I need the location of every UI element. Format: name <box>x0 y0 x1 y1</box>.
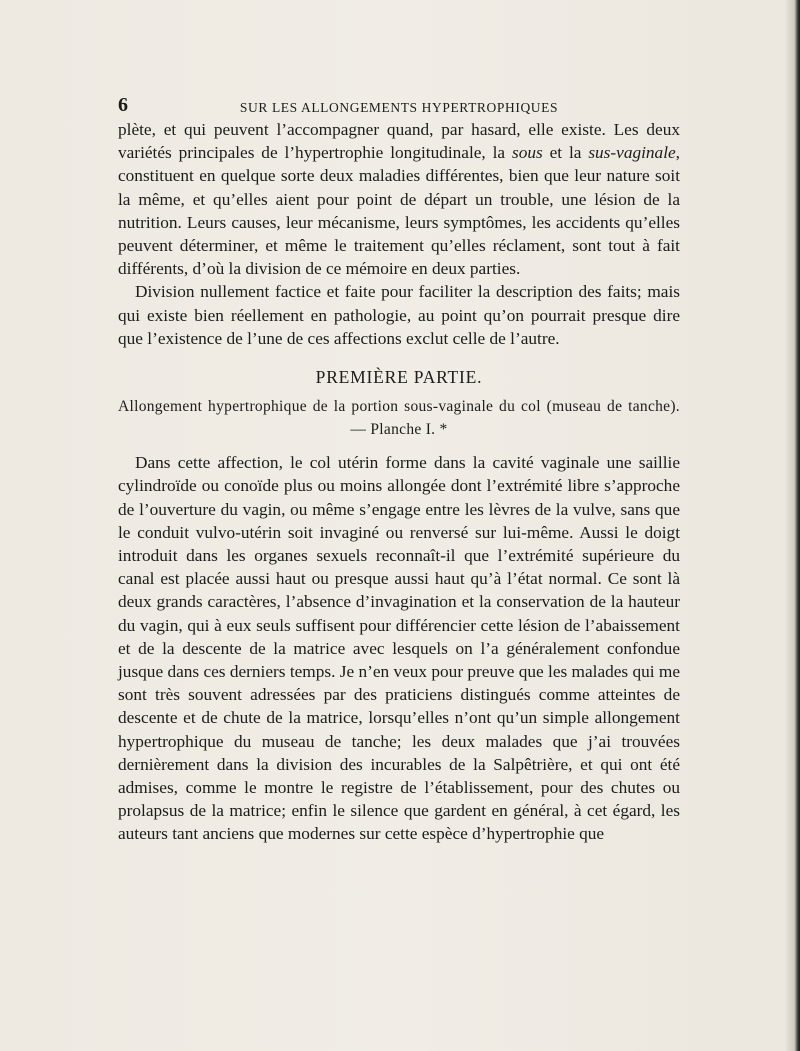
paragraph-1-text-c: , constituent en quelque sorte deux maladies différentes, bien que leur nature soit la même, et qu’elles aient pour point de départ un trouble, une lésion de la nutrition. Leurs causes, leur mécanisme, leurs symptômes, les accidents qu’elles peuvent déterminer, et même le traitement qu’elles réclament, sont tout à fait différents, d’où la division de ce mémoire en deux parties. <box>118 143 680 279</box>
section-title: PREMIÈRE PARTIE. <box>315 367 483 388</box>
emphasis-sus-vaginale: sus-vaginale <box>588 143 676 163</box>
paragraph-1-text-b: et la <box>542 143 589 163</box>
section-subtitle: Allongement hypertrophique de la portion sous-vaginale du col (museau de tanche). — Planche I. * <box>118 398 680 439</box>
page-number: 6 <box>118 94 128 116</box>
running-title: SUR LES ALLONGEMENTS HYPERTROPHIQUES <box>239 100 559 115</box>
emphasis-sous: sous <box>511 143 543 163</box>
paragraph-2: Division nullement factice et faite pour faciliter la description des faits; mais qui existe bien réellement en pathologie, au point qu’on pourrait presque dire que l’existence de l’une de ces affections exclut celle de l’autre. <box>118 282 680 348</box>
page-edge-shadow <box>786 0 800 1051</box>
paragraph-1-text-a: plète, et qui peuvent l’accompagner quand, par hasard, elle existe. Les deux variétés principales de l’hypertrophie longitudinale, la <box>118 120 680 163</box>
page-header <box>118 94 680 120</box>
paragraph-3: Dans cette affection, le col utérin forme dans la cavité vaginale une saillie cylindroïde ou conoïde plus ou moins allongée dont l’extrémité libre s’approche de l’ouverture du vagin, ou même s’engage entre les lèvres de la vulve, sans que le conduit vulvo-utérin soit invaginé ou renversé sur lui-même. Aussi le doigt introduit dans les organes sexuels reconnaît-il que l’extrémité supérieure du canal est placée aussi haut ou presque aussi haut qu’à l’état normal. Ce sont là deux grands caractères, l’absence d’invagination et la conservation de la hauteur du vagin, qui à eux seuls suffisent pour différencier cette lésion de l’abaissement et de la descente de la matrice avec lesquels on l’a généralement confondue jusque dans ces derniers temps. Je n’en veux pour preuve que les malades qui me sont très souvent adressées par des praticiens distingués comme atteintes de descente et de chute de la matrice, lorsqu’elles n’ont qu’un simple allongement hypertrophique du museau de tanche; les deux malades que j’ai trouvées dernièrement dans la division des incurables de la Salpêtrière, et qui ont été admises, comme le montre le registre de l’établissement, pour des chutes ou prolapsus de la matrice; enfin le silence que gardent en général, à cet égard, les auteurs tant anciens que modernes sur cette espèce d’hypertrophie que <box>118 453 680 844</box>
body-text <box>118 118 680 846</box>
paragraph-1 <box>118 118 680 280</box>
